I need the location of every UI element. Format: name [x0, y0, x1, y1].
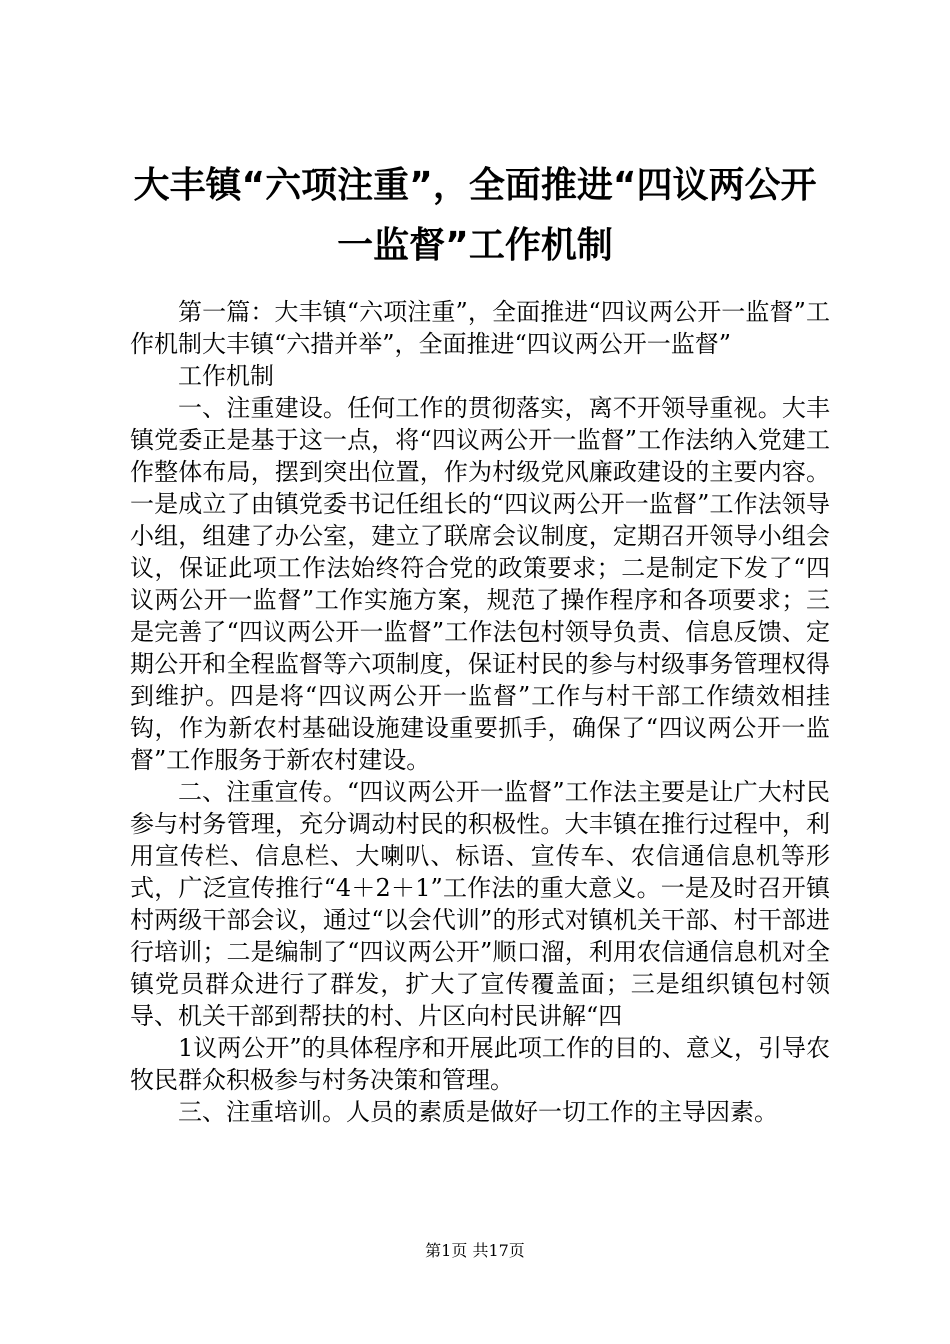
paragraph-5: 1议两公开”的具体程序和开展此项工作的目的、意义，引导农牧民群众积极参与村务决策和管理。 — [130, 1034, 830, 1094]
document-title-line-2: 一监督”工作机制 — [337, 225, 613, 266]
paragraph-3: 一、注重建设。任何工作的贯彻落实，离不开领导重视。大丰镇党委正是基于这一点，将“四议两公开一监督”工作法纳入党建工作整体布局，摆到突出位置，作为村级党风廉政建设的主要内容。一是成立了由镇党委书记任组长的“四议两公开一监督”工作法领导小组，组建了办公室，建立了联席会议制度，定期召开领导小组会议，保证此项工作法始终符合党的政策要求；二是制定下发了“四议两公开一监督”工作实施方案，规范了操作程序和各项要求；三是完善了“四议两公开一监督”工作法包村领导负责、信息反馈、定期公开和全程监督等六项制度，保证村民的参与村级事务管理权得到维护。四是将“四议两公开一监督”工作与村干部工作绩效相挂钩，作为新农村基础设施建设重要抓手，确保了“四议两公开一监督”工作服务于新农村建设。 — [130, 394, 830, 774]
paragraph-1: 第一篇：大丰镇“六项注重”，全面推进“四议两公开一监督”工作机制大丰镇“六措并举”，全面推进“四议两公开一监督” — [130, 298, 830, 358]
paragraph-6: 三、注重培训。人员的素质是做好一切工作的主导因素。 — [178, 1098, 778, 1126]
document-title-line-1: 大丰镇“六项注重”，全面推进“四议两公开 — [133, 165, 817, 206]
page-footer: 第1页 共17页 — [425, 1241, 525, 1260]
paragraph-2: 工作机制 — [178, 362, 274, 390]
document-body — [130, 296, 830, 1128]
paragraph-4: 二、注重宣传。“四议两公开一监督”工作法主要是让广大村民参与村务管理，充分调动村民的积极性。大丰镇在推行过程中，利用宣传栏、信息栏、大喇叭、标语、宣传车、农信通信息机等形式，广泛宣传推行“4＋2＋1”工作法的重大意义。一是及时召开镇村两级干部会议，通过“以会代训”的形式对镇机关干部、村干部进行培训；二是编制了“四议两公开”顺口溜，利用农信通信息机对全镇党员群众进行了群发，扩大了宣传覆盖面；三是组织镇包村领导、机关干部到帮扶的村、片区向村民讲解“四 — [130, 778, 830, 1030]
